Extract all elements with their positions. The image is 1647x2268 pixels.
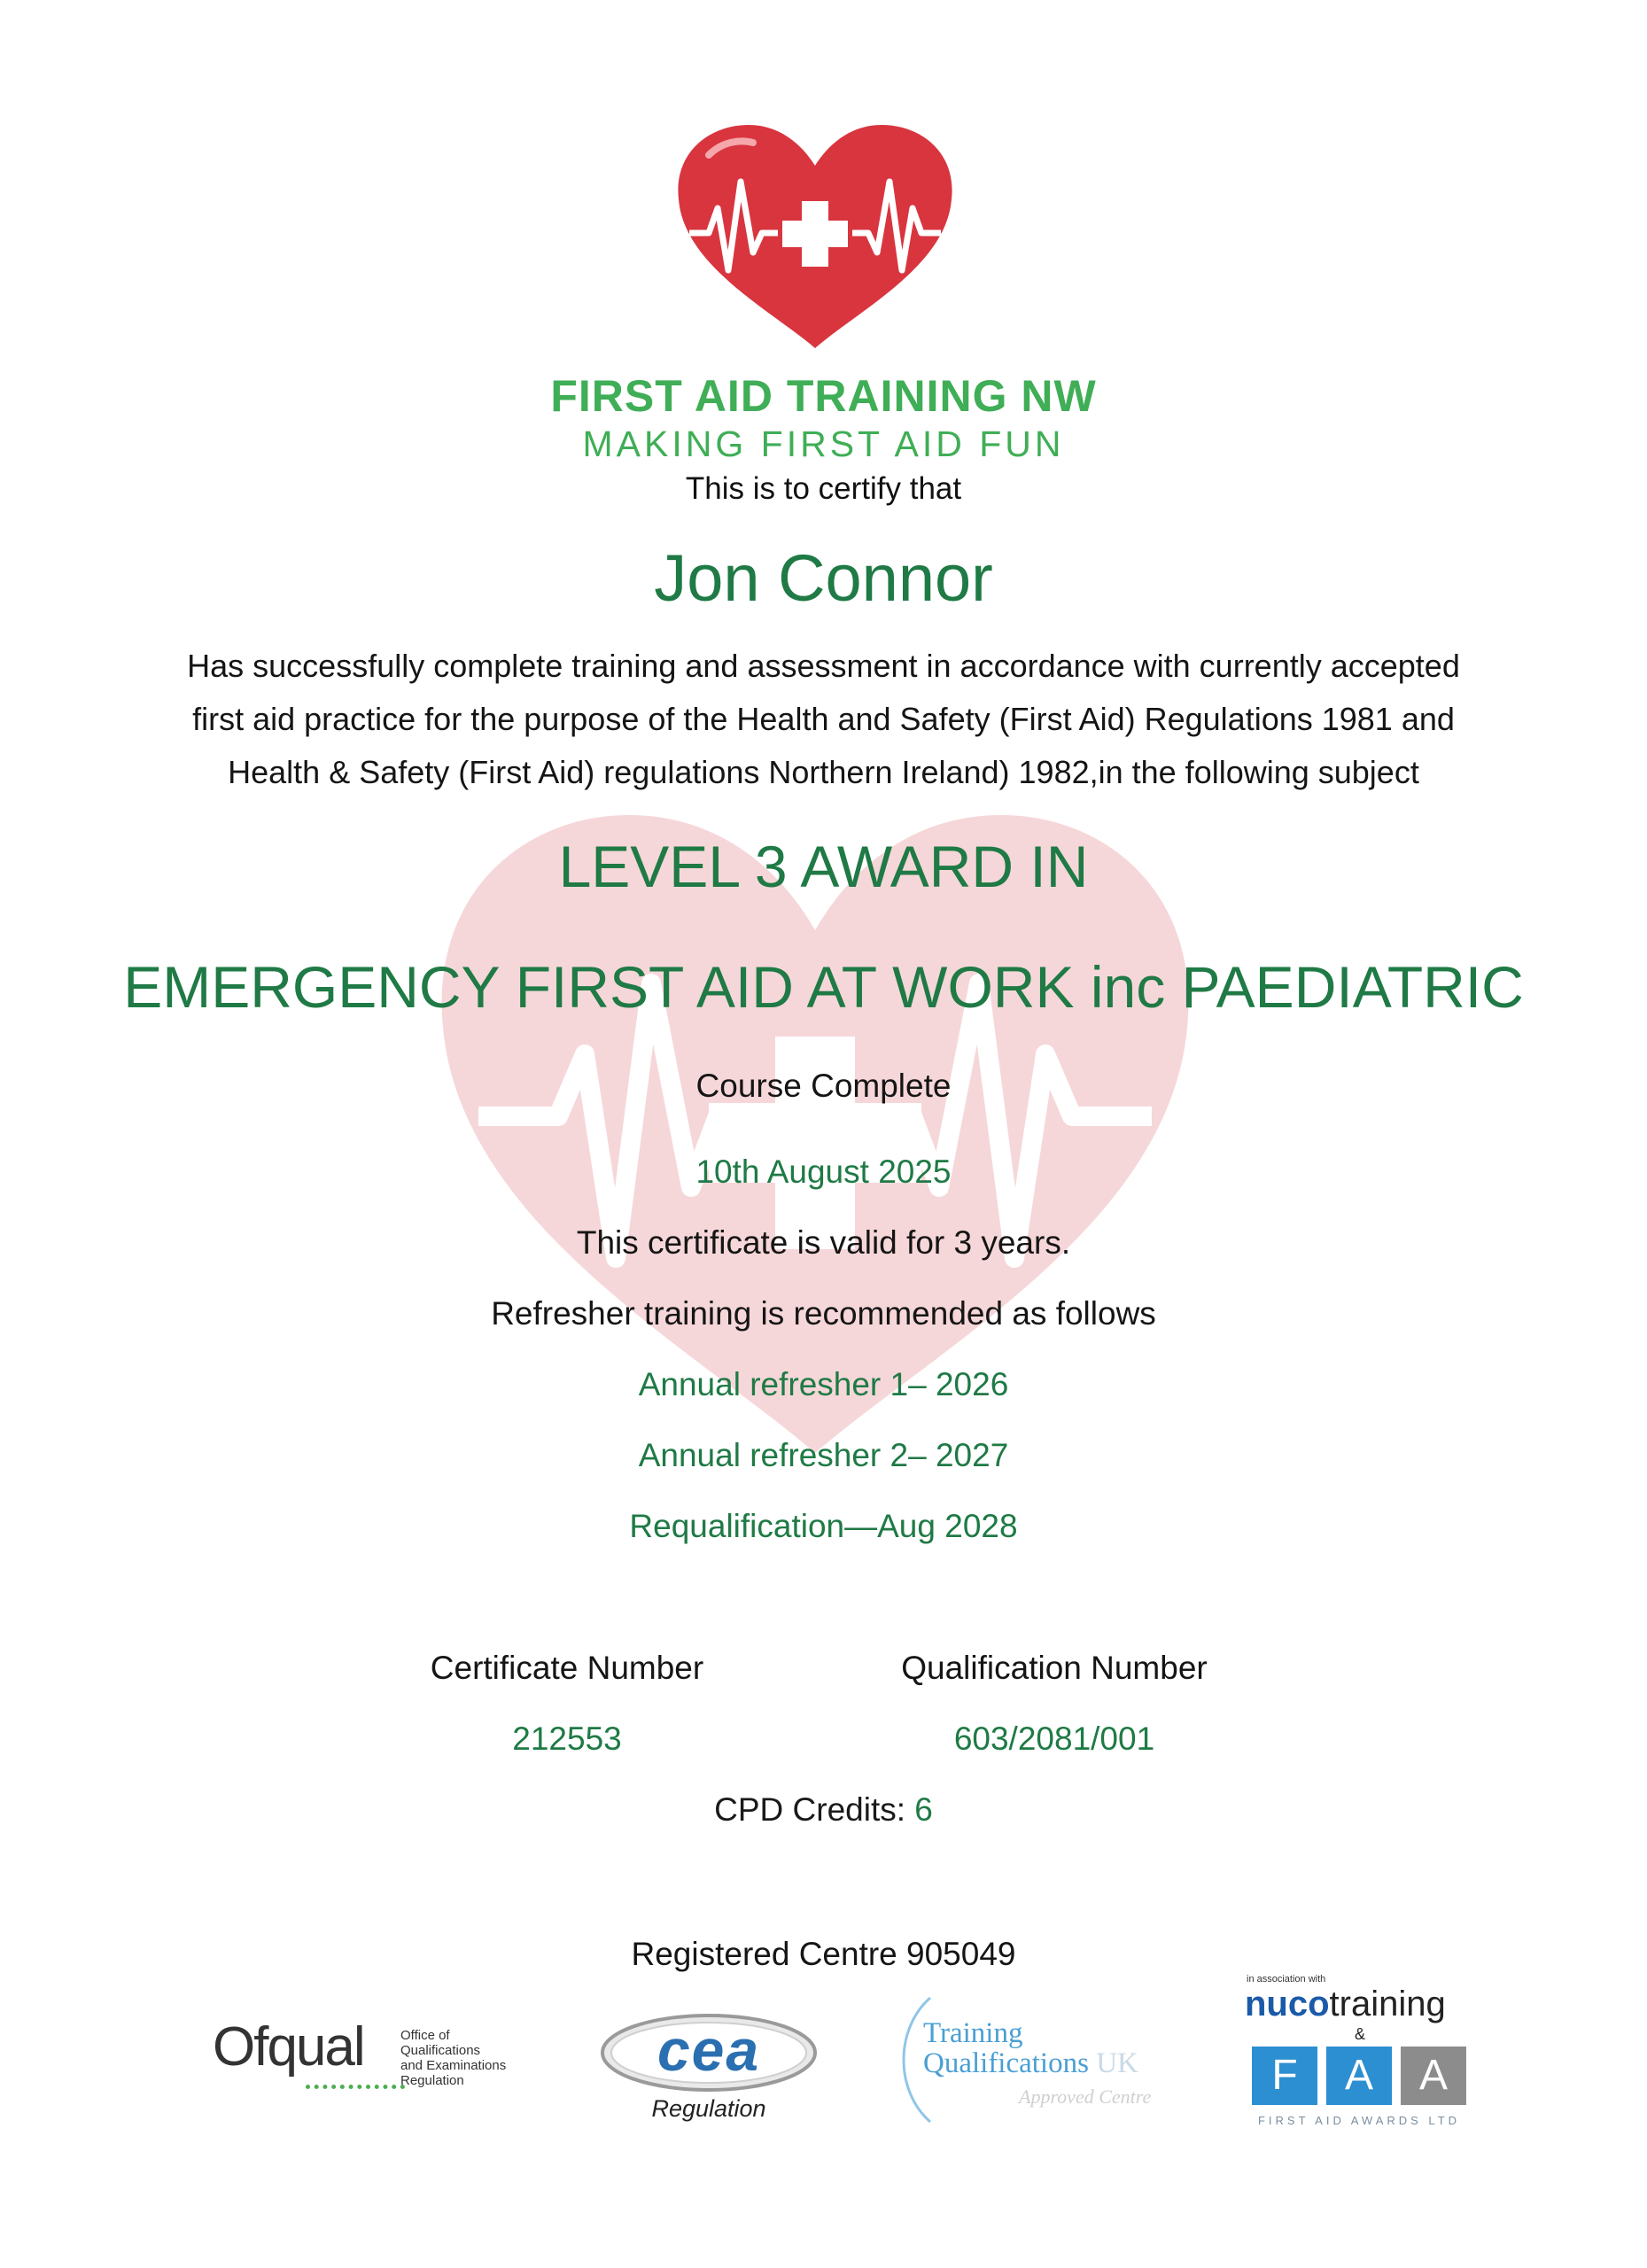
award-title-line2: EMERGENCY FIRST AID AT WORK inc PAEDIATRIC xyxy=(123,954,1524,1020)
nuco-wordmark xyxy=(1245,1984,1446,2024)
statement-text xyxy=(0,640,1647,799)
requalification-item: Requalification—Aug 2028 xyxy=(629,1508,1018,1544)
ofqual-subtext xyxy=(400,2028,506,2088)
nuco-assoc: in association with xyxy=(1247,1974,1326,1984)
cpd-label: CPD Credits: xyxy=(714,1791,906,1828)
course-complete-label: Course Complete xyxy=(695,1068,952,1104)
faa-blocks xyxy=(1252,2047,1473,2105)
tquk-text xyxy=(923,2018,1138,2078)
nuco-faa-logo xyxy=(1245,1974,1475,2142)
certify-intro: This is to certify that xyxy=(685,471,962,506)
ofqual-line: and Examinations xyxy=(400,2058,507,2073)
registered-centre: Registered Centre 905049 xyxy=(631,1936,1016,1972)
recipient-name: Jon Connor xyxy=(654,541,993,615)
award-title-line1: LEVEL 3 AWARD IN xyxy=(558,834,1089,899)
qualification-number: 603/2081/001 xyxy=(953,1720,1155,1757)
cea-caption: Regulation xyxy=(651,2095,766,2122)
training-word: training xyxy=(1329,1984,1446,2023)
certificate-number-label: Certificate Number xyxy=(430,1650,704,1686)
tquk-approved: Approved Centre xyxy=(1019,2085,1152,2108)
faa-letter-a: A xyxy=(1326,2047,1392,2105)
ofqual-line: Regulation xyxy=(400,2073,464,2088)
faa-caption: FIRST AID AWARDS LTD xyxy=(1257,2114,1461,2127)
refresher-item: Annual refresher 2– 2027 xyxy=(638,1437,1009,1473)
qualification-number-label: Qualification Number xyxy=(901,1650,1208,1686)
statement-line: Health & Safety (First Aid) regulations Northern Ireland) 1982,in the following subject xyxy=(228,754,1419,790)
ofqual-logo xyxy=(213,2016,532,2104)
statement-line: Has successfully complete training and assessment in accordance with currently accepted xyxy=(187,648,1460,684)
tquk-line2: Qualifications xyxy=(923,2047,1089,2079)
certificate-number: 212553 xyxy=(512,1720,622,1757)
statement-line: first aid practice for the purpose of the Health and Safety (First Aid) Regulations 1981 and xyxy=(192,701,1455,737)
faa-letter-a2: A xyxy=(1401,2047,1466,2105)
ofqual-dots xyxy=(306,2085,405,2089)
ofqual-line: Office of xyxy=(400,2028,450,2043)
tquk-logo xyxy=(886,1993,1205,2126)
nuco-amp: & xyxy=(1354,2025,1365,2043)
brand-name: FIRST AID TRAINING NW xyxy=(550,371,1097,421)
nuco-word: nuco xyxy=(1245,1984,1330,2023)
refresher-item: Annual refresher 1– 2026 xyxy=(638,1366,1009,1402)
validity-text: This certificate is valid for 3 years. xyxy=(576,1224,1071,1261)
ofqual-line: Qualifications xyxy=(400,2043,481,2058)
tquk-suffix: UK xyxy=(1096,2047,1138,2079)
cpd-credits xyxy=(0,1791,1647,1829)
cpd-value: 6 xyxy=(914,1791,933,1828)
cea-logo xyxy=(598,2011,820,2126)
tquk-line1: Training xyxy=(923,2017,1023,2049)
refresher-intro: Refresher training is recommended as follows xyxy=(491,1295,1156,1332)
course-complete-date: 10th August 2025 xyxy=(695,1153,952,1190)
faa-letter-f: F xyxy=(1252,2047,1317,2105)
heart-logo-icon xyxy=(673,120,957,354)
cea-word: cea xyxy=(656,2017,761,2083)
ofqual-word: Ofqual xyxy=(213,2016,364,2078)
brand-tagline: MAKING FIRST AID FUN xyxy=(582,423,1065,464)
